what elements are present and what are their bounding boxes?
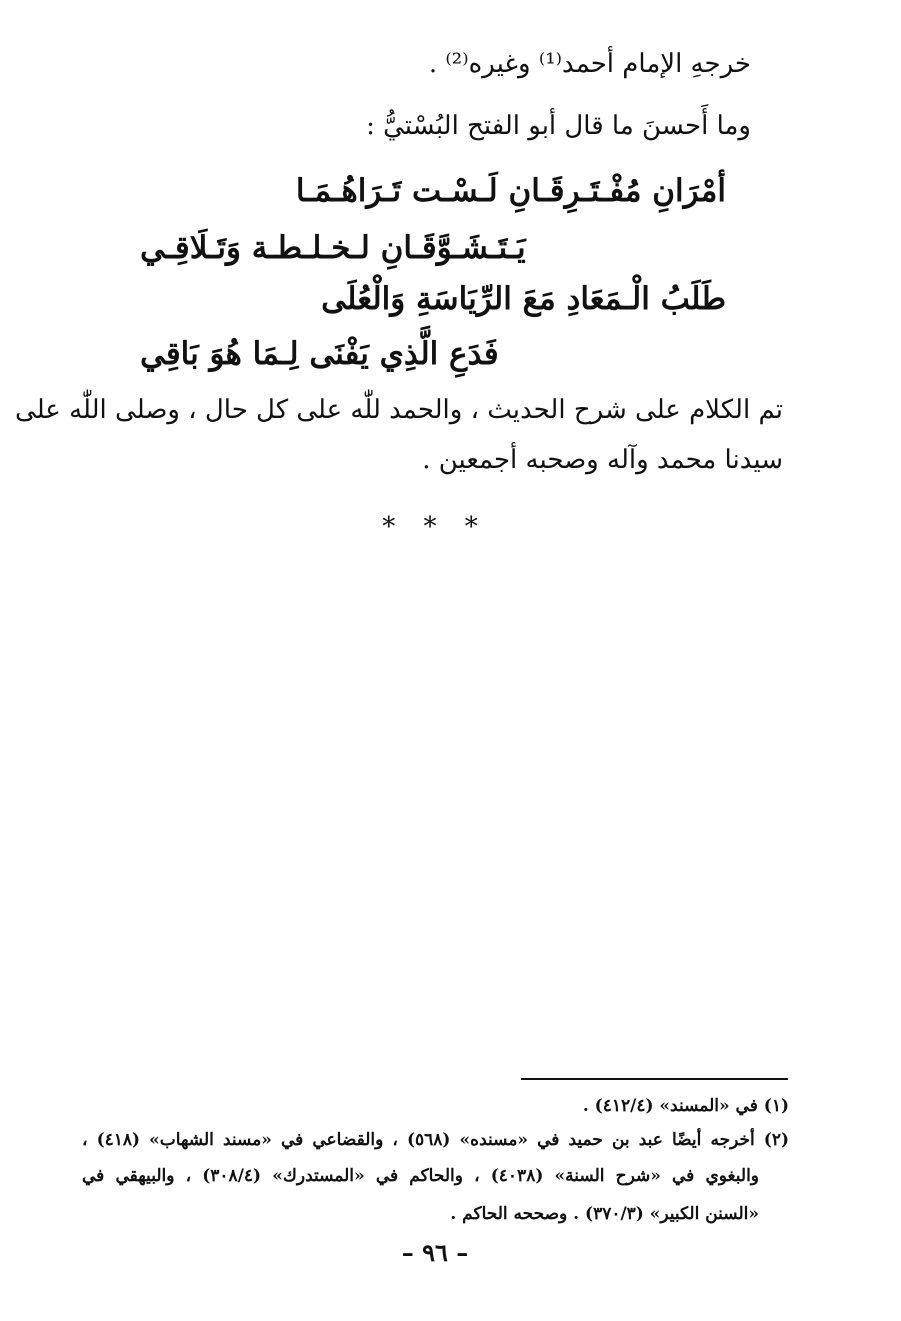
closing-line-1: تم الكلام على شرح الحديث ، والحمد للّٰه على كل حال ، وصلى اللّٰه على [15,395,783,425]
poem-verse-4: فَدَعِ الَّذِي يَفْنَى لِـمَا هُوَ بَاقِي [140,336,499,372]
footnote-1: (١) في «المسند» (٤١٢/٤) . [582,1096,789,1116]
body-line-1: خرجهِ الإمام أحمد⁽¹⁾ وغيره⁽²⁾ . [428,49,751,79]
footnote-2-line-1: (٢) أخرجه أيضًا عبد بن حميد في «مسنده» (٥٦٨) ، والقضاعي في «مسند الشهاب» (٤١٨) ، [82,1130,790,1150]
poem-verse-2: يَـتَـشَـوَّقَـانِ لـخـلـطـة وَتَـلَاقِـي [140,230,526,266]
poem-verse-1: أمْرَانِ مُفْـتَـرِقَـانِ لَـسْـت تَـرَاهُـمَـا [295,173,726,209]
footnote-2-line-2: والبغوي في «شرح السنة» (٤٠٣٨) ، والحاكم في «المستدرك» (٣٠٨/٤) ، والبيهقي في [82,1166,759,1186]
section-separator: * * * [382,512,488,542]
page-number: – ٩٦ – [401,1238,469,1267]
closing-line-2: سيدنا محمد وآله وصحبه أجمعين . [422,445,783,475]
footnote-2-line-3: «السنن الكبير» (٣٧٠/٣) . وصححه الحاكم . [450,1204,759,1224]
poem-verse-3: طَلَبُ الْـمَعَادِ مَعَ الرِّيَاسَةِ وَالْعُلَى [321,281,726,317]
body-line-2: وما أَحسنَ ما قال أبو الفتح البُسْتيُّ : [366,111,751,141]
footnote-rule [521,1078,788,1080]
